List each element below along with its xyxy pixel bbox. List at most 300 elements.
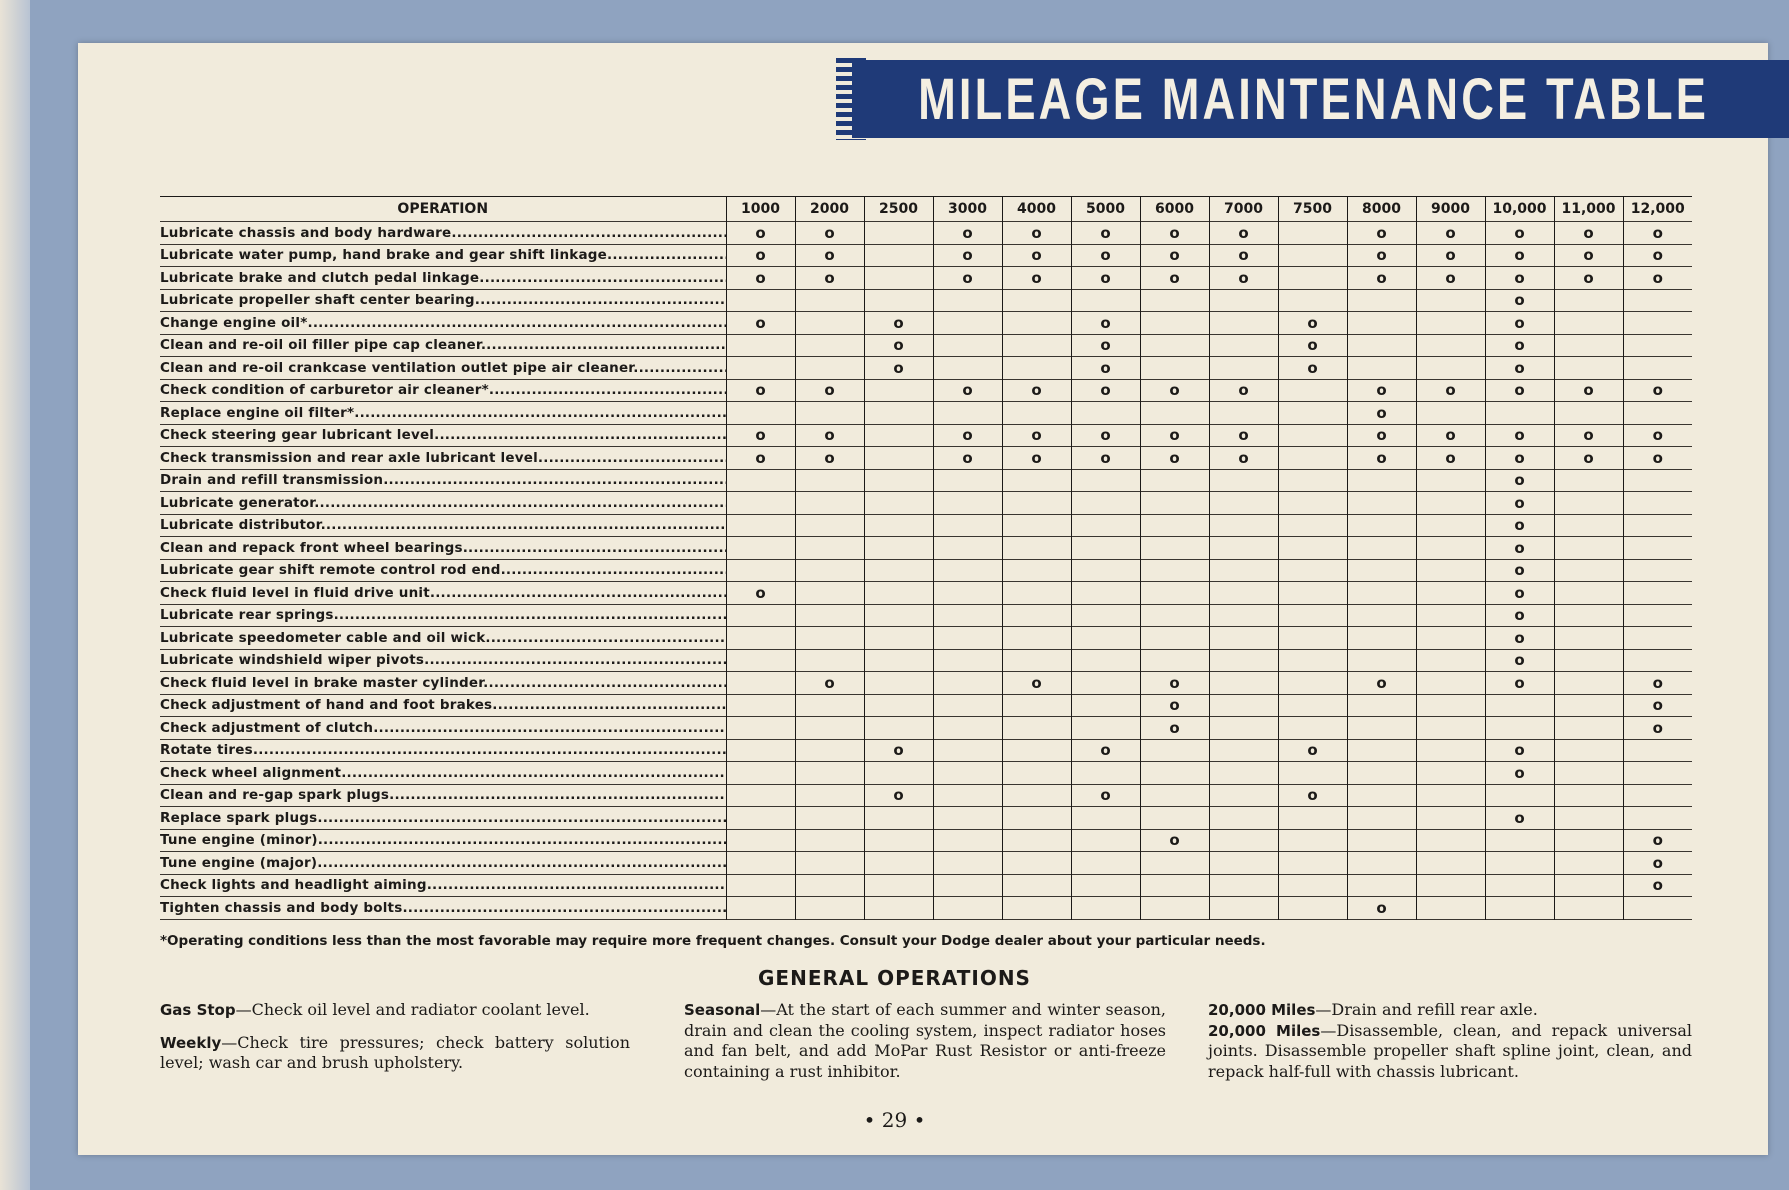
interval-mark: o <box>1169 696 1180 715</box>
interval-mark: o <box>893 741 904 760</box>
interval-cell <box>1416 469 1485 492</box>
interval-mark: o <box>755 268 766 287</box>
interval-cell <box>726 762 795 785</box>
table-row <box>160 334 1692 357</box>
table-row <box>160 222 1692 245</box>
interval-mark: o <box>1169 381 1180 400</box>
interval-cell <box>933 222 1002 245</box>
interval-cell <box>1002 649 1071 672</box>
interval-cell <box>795 649 864 672</box>
interval-cell <box>795 244 864 267</box>
general-item: Gas Stop—Check oil level and radiator coolant level. <box>160 1000 590 1019</box>
table-row <box>160 492 1692 515</box>
table-row <box>160 447 1692 470</box>
interval-cell <box>1002 289 1071 312</box>
interval-cell <box>1278 469 1347 492</box>
leader-dots <box>485 630 726 646</box>
interval-cell <box>1416 424 1485 447</box>
interval-cell <box>1485 537 1554 560</box>
interval-mark: o <box>824 426 835 445</box>
interval-mark: o <box>1169 831 1180 850</box>
operation-label: Clean and re-oil crankcase ventilation outlet pipe air cleaner <box>160 359 634 376</box>
interval-cell <box>1002 334 1071 357</box>
interval-mark: o <box>1445 268 1456 287</box>
interval-cell <box>726 402 795 425</box>
interval-cell <box>864 672 933 695</box>
interval-cell <box>1209 379 1278 402</box>
interval-cell <box>1071 582 1140 605</box>
interval-cell <box>1209 447 1278 470</box>
interval-cell <box>1416 649 1485 672</box>
interval-cell <box>1554 267 1623 290</box>
interval-mark: o <box>1514 426 1525 445</box>
interval-cell <box>1278 357 1347 380</box>
interval-cell <box>1071 267 1140 290</box>
operation-label: Lubricate distributor <box>160 517 321 534</box>
interval-cell <box>1485 582 1554 605</box>
interval-cell <box>1623 222 1692 245</box>
interval-cell <box>1278 762 1347 785</box>
interval-cell <box>1623 874 1692 897</box>
interval-cell <box>1485 762 1554 785</box>
interval-cell <box>1002 222 1071 245</box>
interval-cell <box>1623 379 1692 402</box>
interval-cell <box>1209 289 1278 312</box>
interval-cell <box>1209 694 1278 717</box>
general-item: 20,000 Miles—Disassemble, clean, and repack universal joints. Disassemble propeller shaft spline joint, clean, and repack half-full with chassis lubricant. <box>1208 1020 1692 1081</box>
general-item: Weekly—Check tire pressures; check battery solution level; wash car and brush upholstery. <box>160 1032 630 1072</box>
interval-cell <box>1485 379 1554 402</box>
interval-cell <box>1554 852 1623 875</box>
interval-cell <box>1278 829 1347 852</box>
mileage-column-header: 11,000 <box>1554 197 1623 222</box>
interval-cell <box>1071 874 1140 897</box>
interval-mark: o <box>1031 426 1042 445</box>
leader-dots <box>424 652 726 668</box>
interval-cell <box>1554 492 1623 515</box>
interval-mark: o <box>824 268 835 287</box>
table-row <box>160 537 1692 560</box>
interval-cell <box>1347 469 1416 492</box>
interval-cell <box>1416 739 1485 762</box>
interval-mark: o <box>1238 448 1249 467</box>
operation-label: Tune engine (major) <box>160 854 318 871</box>
interval-cell <box>1002 312 1071 335</box>
interval-cell <box>1278 874 1347 897</box>
interval-cell <box>1278 267 1347 290</box>
interval-cell <box>1002 627 1071 650</box>
interval-mark: o <box>1307 336 1318 355</box>
interval-cell <box>1554 739 1623 762</box>
interval-cell <box>1485 559 1554 582</box>
interval-cell <box>1347 604 1416 627</box>
interval-cell <box>1071 672 1140 695</box>
leader-dots <box>307 315 726 331</box>
interval-cell <box>1209 762 1278 785</box>
interval-cell <box>1623 829 1692 852</box>
interval-mark: o <box>1100 786 1111 805</box>
interval-cell <box>1209 244 1278 267</box>
interval-cell <box>1623 852 1692 875</box>
interval-cell <box>864 717 933 740</box>
interval-cell <box>1554 289 1623 312</box>
footnote: *Operating conditions less than the most favorable may require more frequent changes. Consult your Dodge dealer about your particular needs. <box>160 933 1266 949</box>
interval-cell <box>1071 469 1140 492</box>
interval-cell <box>726 244 795 267</box>
interval-cell <box>1623 244 1692 267</box>
interval-cell <box>1002 717 1071 740</box>
interval-cell <box>1140 222 1209 245</box>
operation-label: Rotate tires <box>160 742 253 759</box>
interval-mark: o <box>1445 381 1456 400</box>
interval-cell <box>1209 267 1278 290</box>
interval-cell <box>864 784 933 807</box>
interval-cell <box>933 717 1002 740</box>
interval-cell <box>1071 244 1140 267</box>
interval-cell <box>1209 469 1278 492</box>
interval-cell <box>1278 739 1347 762</box>
interval-cell <box>864 492 933 515</box>
mileage-column-header: 8000 <box>1347 197 1416 222</box>
interval-cell <box>1209 829 1278 852</box>
interval-cell <box>795 357 864 380</box>
table-row <box>160 784 1692 807</box>
interval-cell <box>795 694 864 717</box>
interval-mark: o <box>1583 426 1594 445</box>
interval-cell <box>1071 334 1140 357</box>
interval-cell <box>864 469 933 492</box>
interval-cell <box>1485 469 1554 492</box>
leader-dots <box>481 337 726 353</box>
interval-cell <box>1140 627 1209 650</box>
interval-cell <box>1002 582 1071 605</box>
operation-label: Check fluid level in brake master cylinder <box>160 674 484 691</box>
table-row <box>160 604 1692 627</box>
interval-cell <box>864 897 933 920</box>
interval-mark: o <box>1514 358 1525 377</box>
interval-cell <box>1140 334 1209 357</box>
interval-mark: o <box>1100 381 1111 400</box>
interval-cell <box>1416 807 1485 830</box>
operation-label: Lubricate brake and clutch pedal linkage <box>160 269 480 286</box>
interval-cell <box>726 492 795 515</box>
interval-mark: o <box>1514 808 1525 827</box>
table-row <box>160 739 1692 762</box>
page-title: MILEAGE MAINTENANCE TABLE <box>918 67 1709 132</box>
leader-dots <box>317 855 726 871</box>
operation-cell <box>160 537 726 560</box>
operation-label: Check lights and headlight aiming <box>160 877 427 894</box>
interval-cell <box>1347 874 1416 897</box>
interval-cell <box>1071 514 1140 537</box>
interval-cell <box>1071 379 1140 402</box>
interval-cell <box>1485 649 1554 672</box>
interval-mark: o <box>1652 831 1663 850</box>
interval-cell <box>726 739 795 762</box>
interval-cell <box>1071 424 1140 447</box>
interval-cell <box>795 537 864 560</box>
operation-cell <box>160 379 726 402</box>
interval-cell <box>795 762 864 785</box>
operation-cell <box>160 874 726 897</box>
interval-cell <box>726 514 795 537</box>
table-row <box>160 627 1692 650</box>
table-row <box>160 694 1692 717</box>
interval-mark: o <box>824 381 835 400</box>
interval-mark: o <box>1238 426 1249 445</box>
interval-cell <box>1485 852 1554 875</box>
interval-cell <box>1140 402 1209 425</box>
operation-label: Check transmission and rear axle lubricant level <box>160 449 538 466</box>
leader-dots <box>430 585 726 601</box>
interval-mark: o <box>824 223 835 242</box>
interval-cell <box>1485 739 1554 762</box>
interval-cell <box>795 559 864 582</box>
interval-cell <box>1140 739 1209 762</box>
operation-cell <box>160 829 726 852</box>
interval-cell <box>1554 402 1623 425</box>
operation-cell <box>160 897 726 920</box>
interval-cell <box>795 604 864 627</box>
interval-mark: o <box>1100 358 1111 377</box>
interval-cell <box>1554 537 1623 560</box>
interval-mark: o <box>1514 628 1525 647</box>
interval-cell <box>1071 604 1140 627</box>
interval-cell <box>1140 537 1209 560</box>
table-row <box>160 559 1692 582</box>
interval-cell <box>1347 717 1416 740</box>
interval-cell <box>933 762 1002 785</box>
interval-mark: o <box>1445 246 1456 265</box>
interval-cell <box>1347 267 1416 290</box>
interval-cell <box>1623 649 1692 672</box>
leader-dots <box>633 360 726 376</box>
interval-cell <box>726 222 795 245</box>
table-row <box>160 897 1692 920</box>
interval-cell <box>864 379 933 402</box>
interval-cell <box>795 222 864 245</box>
interval-mark: o <box>1514 493 1525 512</box>
interval-cell <box>1485 694 1554 717</box>
interval-cell <box>1278 604 1347 627</box>
interval-cell <box>1071 357 1140 380</box>
book-spine <box>0 0 30 1190</box>
interval-mark: o <box>1583 223 1594 242</box>
interval-cell <box>1278 852 1347 875</box>
interval-cell <box>1002 379 1071 402</box>
interval-cell <box>1209 604 1278 627</box>
interval-cell <box>1002 762 1071 785</box>
interval-cell <box>1623 537 1692 560</box>
interval-cell <box>1554 807 1623 830</box>
mileage-column-header: 3000 <box>933 197 1002 222</box>
interval-cell <box>1416 267 1485 290</box>
interval-cell <box>726 807 795 830</box>
interval-cell <box>864 289 933 312</box>
interval-cell <box>1278 559 1347 582</box>
interval-cell <box>1554 604 1623 627</box>
operation-label: Tighten chassis and body bolts <box>160 899 403 916</box>
interval-cell <box>1071 447 1140 470</box>
interval-cell <box>726 379 795 402</box>
table-row <box>160 424 1692 447</box>
interval-cell <box>1071 852 1140 875</box>
interval-cell <box>726 897 795 920</box>
operation-label: Replace engine oil filter* <box>160 404 355 421</box>
interval-cell <box>1347 582 1416 605</box>
interval-cell <box>726 784 795 807</box>
interval-mark: o <box>1652 448 1663 467</box>
interval-cell <box>1347 672 1416 695</box>
interval-cell <box>1071 289 1140 312</box>
interval-cell <box>1347 897 1416 920</box>
interval-cell <box>795 334 864 357</box>
operation-cell <box>160 312 726 335</box>
interval-cell <box>1002 604 1071 627</box>
table-header-row <box>160 197 1692 222</box>
interval-cell <box>1209 649 1278 672</box>
leader-dots <box>354 405 726 421</box>
interval-cell <box>795 514 864 537</box>
interval-cell <box>726 627 795 650</box>
interval-cell <box>726 312 795 335</box>
interval-cell <box>1071 312 1140 335</box>
interval-mark: o <box>1514 741 1525 760</box>
interval-cell <box>1416 537 1485 560</box>
interval-cell <box>1209 739 1278 762</box>
mileage-column-header: 9000 <box>1416 197 1485 222</box>
interval-mark: o <box>1100 313 1111 332</box>
interval-cell <box>1278 334 1347 357</box>
table-row <box>160 717 1692 740</box>
interval-mark: o <box>1307 358 1318 377</box>
table-row <box>160 357 1692 380</box>
interval-mark: o <box>1445 426 1456 445</box>
interval-cell <box>864 514 933 537</box>
interval-mark: o <box>1031 268 1042 287</box>
interval-mark: o <box>1376 246 1387 265</box>
interval-mark: o <box>1583 268 1594 287</box>
operation-label: Check adjustment of hand and foot brakes <box>160 697 493 714</box>
interval-mark: o <box>1652 876 1663 895</box>
leader-dots <box>373 720 726 736</box>
interval-cell <box>1416 402 1485 425</box>
operation-cell <box>160 717 726 740</box>
interval-cell <box>933 649 1002 672</box>
leader-dots <box>341 765 726 781</box>
interval-cell <box>1278 492 1347 515</box>
mileage-column-header: 5000 <box>1071 197 1140 222</box>
interval-mark: o <box>1652 268 1663 287</box>
interval-cell <box>1278 694 1347 717</box>
interval-mark: o <box>1031 223 1042 242</box>
interval-cell <box>864 829 933 852</box>
interval-cell <box>795 807 864 830</box>
interval-cell <box>1554 717 1623 740</box>
interval-cell <box>1071 717 1140 740</box>
interval-cell <box>1623 424 1692 447</box>
interval-cell <box>1140 492 1209 515</box>
operation-label: Clean and re-oil oil filler pipe cap cleaner <box>160 337 481 354</box>
interval-cell <box>1485 267 1554 290</box>
interval-cell <box>1140 424 1209 447</box>
interval-cell <box>1554 762 1623 785</box>
interval-cell <box>1209 222 1278 245</box>
interval-cell <box>1554 424 1623 447</box>
interval-cell <box>1347 312 1416 335</box>
interval-cell <box>1071 492 1140 515</box>
interval-cell <box>933 357 1002 380</box>
operation-label: Check wheel alignment <box>160 764 342 781</box>
table-row <box>160 514 1692 537</box>
table-row <box>160 379 1692 402</box>
interval-mark: o <box>1652 696 1663 715</box>
interval-mark: o <box>1307 741 1318 760</box>
table-row <box>160 469 1692 492</box>
interval-cell <box>1347 244 1416 267</box>
table-row <box>160 852 1692 875</box>
interval-cell <box>1002 694 1071 717</box>
table-row <box>160 267 1692 290</box>
interval-mark: o <box>755 381 766 400</box>
interval-mark: o <box>1514 291 1525 310</box>
interval-cell <box>1623 739 1692 762</box>
interval-cell <box>1554 447 1623 470</box>
interval-mark: o <box>1583 246 1594 265</box>
interval-cell <box>1554 334 1623 357</box>
table-row <box>160 402 1692 425</box>
interval-cell <box>1347 424 1416 447</box>
interval-cell <box>1554 469 1623 492</box>
interval-cell <box>1554 244 1623 267</box>
interval-cell <box>1002 424 1071 447</box>
interval-cell <box>933 784 1002 807</box>
interval-cell <box>1485 289 1554 312</box>
interval-cell <box>1554 694 1623 717</box>
interval-cell <box>1416 874 1485 897</box>
mileage-column-header: 12,000 <box>1623 197 1692 222</box>
interval-cell <box>1623 627 1692 650</box>
interval-cell <box>795 897 864 920</box>
interval-cell <box>933 582 1002 605</box>
interval-mark: o <box>1031 673 1042 692</box>
maintenance-table <box>160 196 1692 920</box>
interval-cell <box>933 829 1002 852</box>
interval-cell <box>1623 784 1692 807</box>
interval-cell <box>1140 897 1209 920</box>
operation-cell <box>160 424 726 447</box>
operation-cell <box>160 559 726 582</box>
table-row <box>160 289 1692 312</box>
interval-cell <box>1002 514 1071 537</box>
leader-dots <box>607 247 726 263</box>
interval-cell <box>726 649 795 672</box>
general-col-3 <box>1208 1000 1692 1094</box>
interval-cell <box>1416 784 1485 807</box>
interval-cell <box>1140 672 1209 695</box>
operation-cell <box>160 492 726 515</box>
interval-cell <box>1140 289 1209 312</box>
leader-dots <box>463 540 726 556</box>
interval-mark: o <box>1514 763 1525 782</box>
interval-cell <box>864 874 933 897</box>
interval-mark: o <box>962 246 973 265</box>
interval-mark: o <box>1169 246 1180 265</box>
leader-dots <box>427 877 726 893</box>
table-row <box>160 244 1692 267</box>
interval-cell <box>1416 852 1485 875</box>
interval-cell <box>1002 447 1071 470</box>
